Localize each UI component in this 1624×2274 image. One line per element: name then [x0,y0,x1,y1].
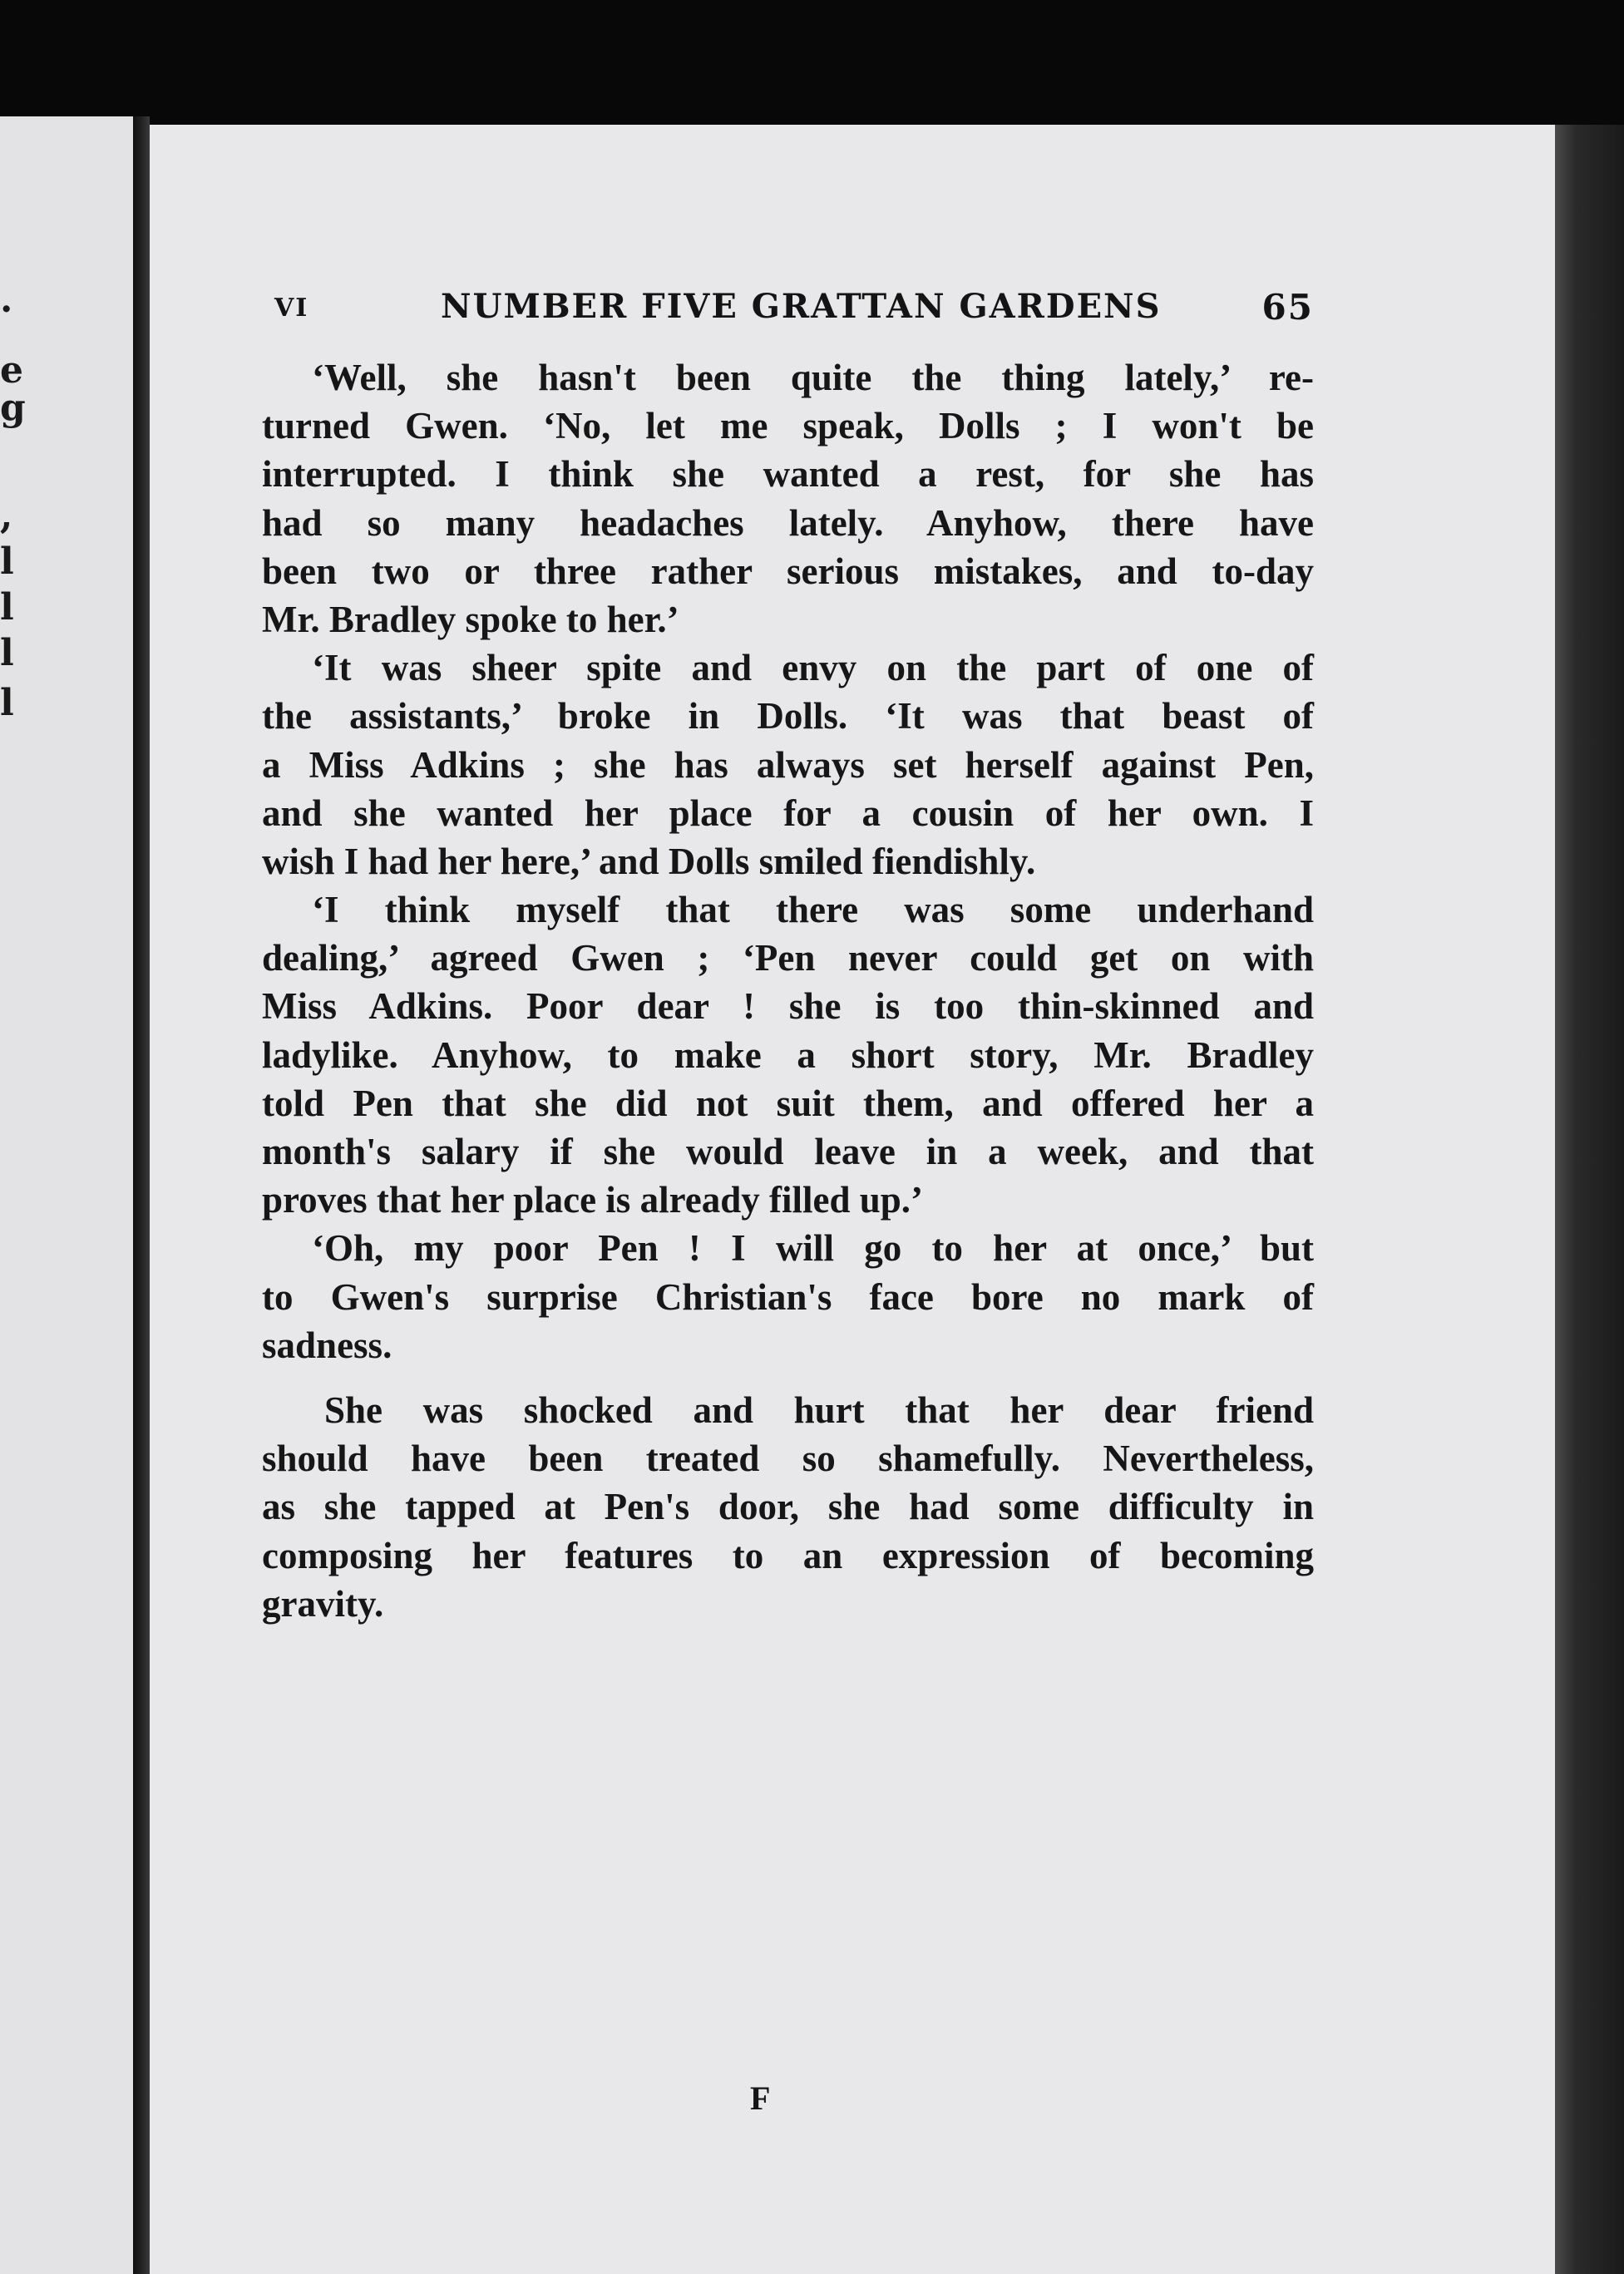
text-line: She was shocked and hurt that her dear friend [324,1389,1314,1431]
text-line: and she wanted her place for a cousin of her own. I [262,792,1314,834]
facing-page-fragment: l [0,540,14,583]
text-line: ladylike. Anyhow, to make a short story, Mr. Bradley [262,1033,1314,1076]
text-line: to Gwen's surprise Christian's face bore no mark of [262,1275,1314,1318]
facing-page-edge [0,116,133,2274]
signature-mark: F [750,2079,771,2117]
text-line: proves that her place is already filled up.’ [262,1179,924,1221]
text-line: the assistants,’ broke in Dolls. ‘It was that beast of [262,695,1314,737]
text-line: ‘Well, she hasn't been quite the thing lately,’ re- [312,357,1314,398]
text-line: a Miss Adkins ; she has always set herself against Pen, [262,743,1314,786]
facing-page-fragment: l [0,586,14,629]
running-header [274,287,1314,337]
facing-page-fragment: l [0,632,14,674]
text-line: been two or three rather serious mistakes, and to-day [262,550,1314,592]
facing-page-fragment: . [0,279,13,321]
text-line: turned Gwen. ‘No, let me speak, Dolls ; I won't be [262,405,1314,447]
text-line: as she tapped at Pen's door, she had some difficulty in [262,1486,1314,1528]
facing-page-fragment: l [0,682,14,724]
text-line: wish I had her here,’ and Dolls smiled fiendishly. [262,840,1036,882]
page-number: 65 [1261,287,1314,328]
text-line: ‘It was sheer spite and envy on the part of one of [312,647,1314,689]
text-line: ‘I think myself that there was some underhand [312,889,1314,931]
text-line: gravity. [262,1582,384,1625]
body-text [262,353,1314,1628]
scanner-top-band [0,0,1624,125]
text-line: told Pen that she did not suit them, and offered her a [262,1082,1314,1124]
text-line: ‘Oh, my poor Pen ! I will go to her at once,’ but [312,1227,1314,1270]
text-line: sadness. [262,1324,392,1366]
facing-page-fragment: , [0,495,13,537]
text-line: had so many headaches lately. Anyhow, there have [262,501,1314,544]
text-line: dealing,’ agreed Gwen ; ‘Pen never could get on with [262,937,1314,979]
chapter-signature: VI [274,293,309,323]
text-line: interrupted. I think she wanted a rest, for she has [262,453,1314,496]
facing-page-fragment: g [0,387,26,429]
text-line: should have been treated so shamefully. Nevertheless, [262,1438,1314,1480]
text-line: Mr. Bradley spoke to her.’ [262,598,679,640]
text-line: month's salary if she would leave in a week, and that [262,1131,1314,1172]
paragraph-gap [262,1369,1314,1386]
running-title: NUMBER FIVE GRATTAN GARDENS [441,287,1162,326]
text-line: composing her features to an expression of becoming [262,1534,1314,1576]
book-gutter [133,116,150,2274]
text-line: Miss Adkins. Poor dear ! she is too thin-skinned and [262,985,1314,1028]
facing-page-fragment: e [0,349,23,392]
book-right-edge [1555,125,1624,2274]
